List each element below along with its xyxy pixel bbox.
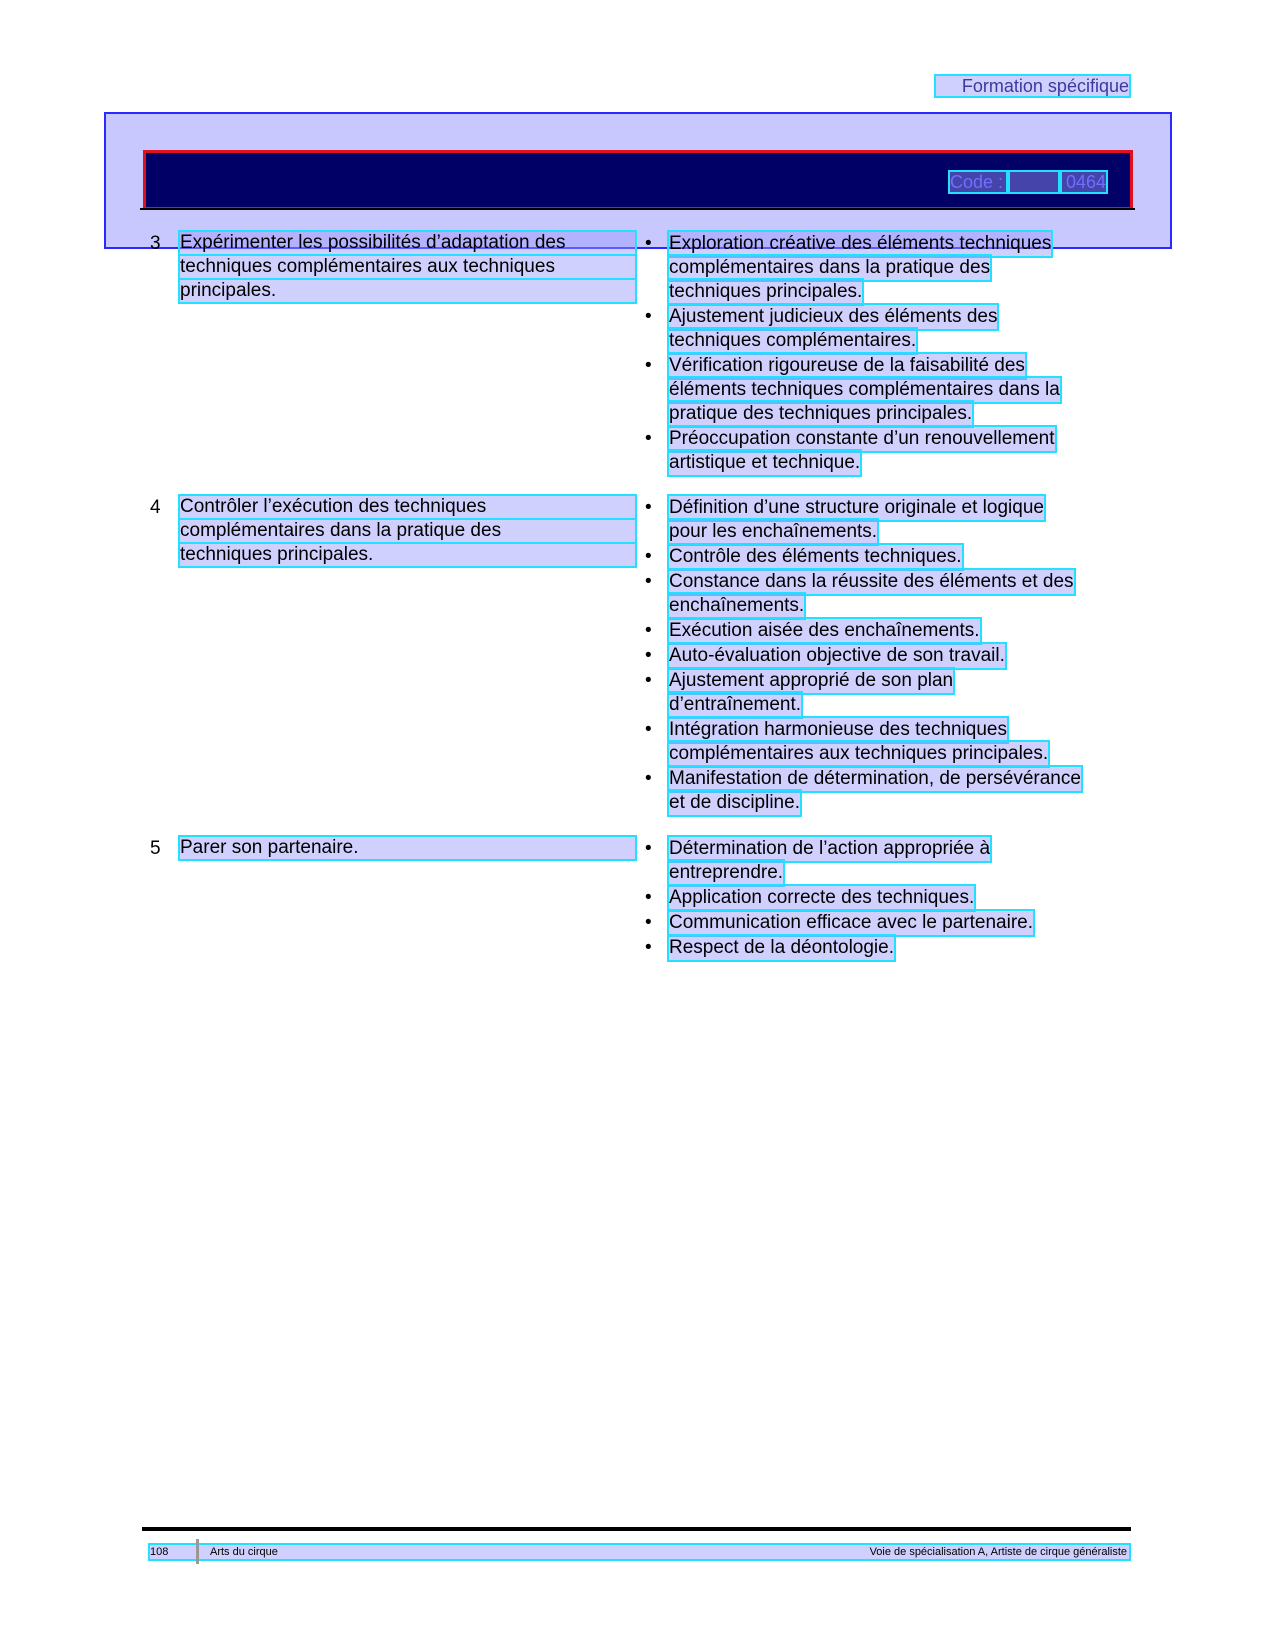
bullet-icon: • <box>645 571 652 592</box>
footer-page-number: 108 <box>150 1546 169 1558</box>
criterion-line: complémentaires dans la pratique des <box>669 257 991 278</box>
criterion-item <box>645 911 1125 935</box>
criterion-item <box>645 669 1125 717</box>
bullet-icon: • <box>645 719 652 740</box>
bullet-icon: • <box>645 838 652 859</box>
code-spacer <box>1010 172 1058 192</box>
criterion-item <box>645 496 1125 544</box>
criterion-line: Contrôle des éléments techniques. <box>669 546 962 567</box>
criterion-line: Ajustement approprié de son plan <box>669 670 954 691</box>
row-number: 4 <box>150 497 161 518</box>
bullet-icon: • <box>645 497 652 518</box>
criterion-item <box>645 936 1125 960</box>
criterion-line: artistique et technique. <box>669 452 861 473</box>
competence-line: techniques complémentaires aux techniques <box>180 256 635 278</box>
criterion-item <box>645 837 1125 885</box>
bullet-icon: • <box>645 645 652 666</box>
footer-track: Voie de spécialisation A, Artiste de cirque généraliste <box>869 1546 1127 1558</box>
criterion-line: Préoccupation constante d’un renouvellement <box>669 428 1055 449</box>
competence-line: Expérimenter les possibilités d’adaptation des <box>180 232 635 254</box>
criterion-line: Exécution aisée des enchaînements. <box>669 620 980 641</box>
code-value: 0464 <box>1062 172 1106 192</box>
criterion-line: éléments techniques complémentaires dans la <box>669 379 1060 400</box>
criterion-item <box>645 767 1125 815</box>
footer-rule <box>142 1527 1131 1531</box>
criterion-line: Manifestation de détermination, de persévérance <box>669 768 1081 789</box>
criterion-item <box>645 619 1125 643</box>
bullet-icon: • <box>645 670 652 691</box>
competence-line: Parer son partenaire. <box>180 837 635 859</box>
bullet-icon: • <box>645 912 652 933</box>
criterion-line: Détermination de l’action appropriée à <box>669 838 991 859</box>
criterion-line: Auto-évaluation objective de son travail. <box>669 645 1005 666</box>
section-label: Formation spécifique <box>936 76 1129 96</box>
criterion-item <box>645 644 1125 668</box>
competence-line: principales. <box>180 280 635 302</box>
criterion-item <box>645 427 1125 475</box>
criterion-item <box>645 570 1125 618</box>
bullet-icon: • <box>645 428 652 449</box>
criterion-item <box>645 718 1125 766</box>
bullet-icon: • <box>645 937 652 958</box>
criterion-line: d’entraînement. <box>669 694 802 715</box>
bullet-icon: • <box>645 546 652 567</box>
criterion-item <box>645 886 1125 910</box>
criterion-line: Respect de la déontologie. <box>669 937 894 958</box>
criterion-line: techniques complémentaires. <box>669 330 917 351</box>
bullet-icon: • <box>645 233 652 254</box>
criterion-line: et de discipline. <box>669 792 800 813</box>
bullet-icon: • <box>645 620 652 641</box>
competence-line: Contrôler l’exécution des techniques <box>180 496 635 518</box>
criterion-item <box>645 354 1125 426</box>
competence-line: complémentaires dans la pratique des <box>180 520 635 542</box>
criterion-line: pratique des techniques principales. <box>669 403 973 424</box>
footer-program: Arts du cirque <box>210 1546 278 1558</box>
criterion-item <box>645 232 1125 304</box>
criterion-line: techniques principales. <box>669 281 863 302</box>
criterion-item <box>645 305 1125 353</box>
criterion-item <box>645 545 1125 569</box>
code-underline <box>140 208 1135 210</box>
criterion-line: Vérification rigoureuse de la faisabilité des <box>669 355 1025 376</box>
bullet-icon: • <box>645 306 652 327</box>
criterion-line: Constance dans la réussite des éléments et des <box>669 571 1074 592</box>
criterion-line: entreprendre. <box>669 862 784 883</box>
criterion-line: Ajustement judicieux des éléments des <box>669 306 998 327</box>
criterion-line: pour les enchaînements. <box>669 521 878 542</box>
code-label: Code : <box>950 172 1006 192</box>
criterion-line: Communication efficace avec le partenaire. <box>669 912 1034 933</box>
footer-separator <box>196 1539 199 1564</box>
criterion-line: enchaînements. <box>669 595 805 616</box>
criterion-line: Exploration créative des éléments techniques <box>669 233 1052 254</box>
bullet-icon: • <box>645 887 652 908</box>
bullet-icon: • <box>645 768 652 789</box>
competence-line: techniques principales. <box>180 544 635 566</box>
bullet-icon: • <box>645 355 652 376</box>
criterion-line: Intégration harmonieuse des techniques <box>669 719 1008 740</box>
criterion-line: Application correcte des techniques. <box>669 887 975 908</box>
criterion-line: Définition d’une structure originale et logique <box>669 497 1044 518</box>
row-number: 5 <box>150 838 161 859</box>
row-number: 3 <box>150 233 161 254</box>
criterion-line: complémentaires aux techniques principales. <box>669 743 1049 764</box>
